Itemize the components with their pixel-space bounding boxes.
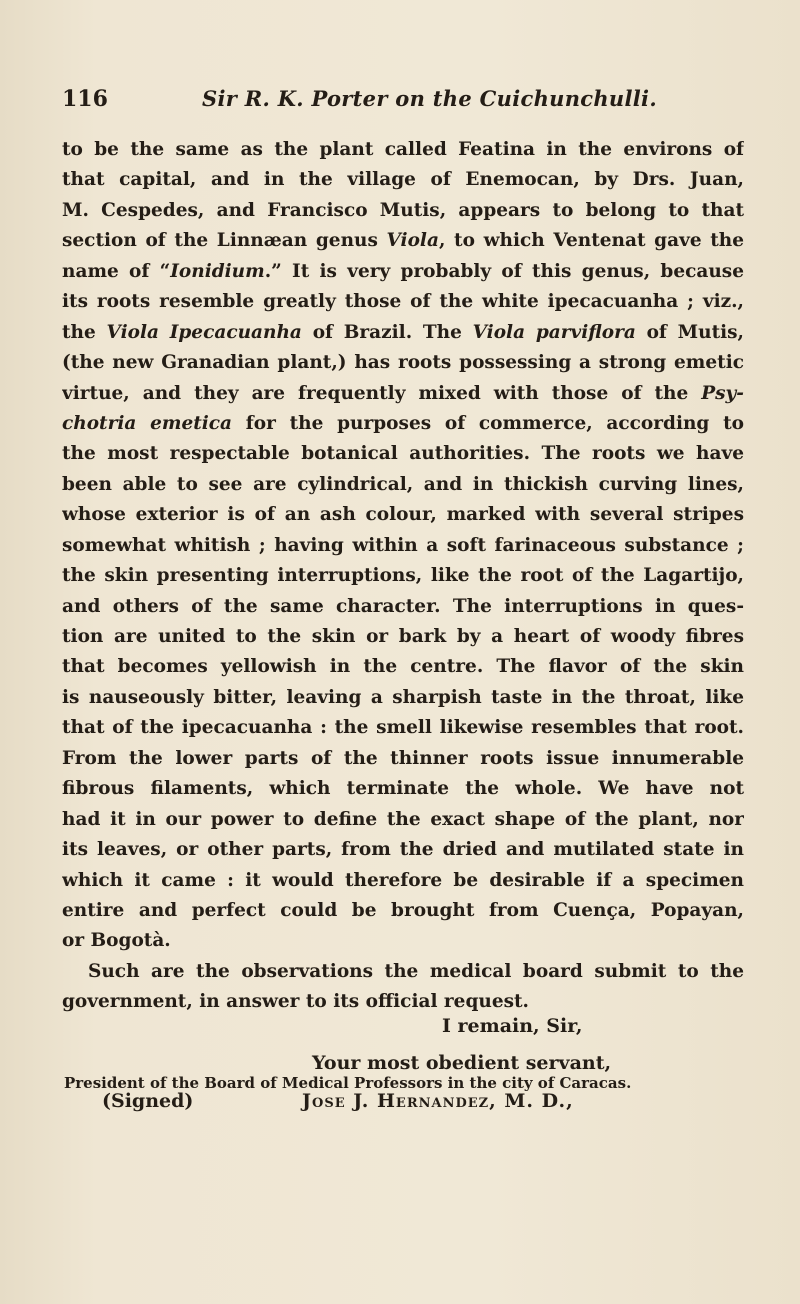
text-line: the most respectable botanical authorities. The roots we have bbox=[62, 443, 744, 465]
closing-remain: I remain, Sir, bbox=[442, 1015, 583, 1037]
page-header bbox=[62, 86, 762, 118]
text-line: the skin presenting interruptions, like the root of the Lagartijo, bbox=[62, 565, 744, 587]
text-line: been able to see are cylindrical, and in thickish curving lines, bbox=[62, 473, 744, 495]
text-line: entire and perfect could be brought from Cuença, Popayan, bbox=[62, 899, 744, 921]
taxon-name: Viola Ipecacuanha bbox=[106, 321, 302, 343]
text-line: its roots resemble greatly those of the white ipecacuanha ; viz., bbox=[62, 291, 744, 313]
text-line: chotria emetica for the purposes of commerce, according to bbox=[62, 412, 744, 434]
taxon-name: Viola bbox=[386, 230, 439, 252]
text-line: virtue, and they are frequently mixed with those of the Psy- bbox=[62, 382, 744, 404]
text-line: that becomes yellowish in the centre. The flavor of the skin bbox=[62, 656, 744, 678]
body-text bbox=[62, 135, 744, 1018]
text-line: or Bogotà. bbox=[62, 930, 171, 952]
text-line: is nauseously bitter, leaving a sharpish taste in the throat, like bbox=[62, 686, 744, 708]
text-line: M. Cespedes, and Francisco Mutis, appears to belong to that bbox=[62, 199, 744, 221]
text-line: whose exterior is of an ash colour, marked with several stripes bbox=[62, 504, 744, 526]
text-line: its leaves, or other parts, from the dried and mutilated state in bbox=[62, 839, 744, 861]
taxon-name: Psy- bbox=[701, 382, 744, 404]
text-line: somewhat whitish ; having within a soft farinaceous substance ; bbox=[62, 534, 744, 556]
text-line: tion are united to the skin or bark by a heart of woody fibres bbox=[62, 626, 744, 647]
text-line: and others of the same character. The interruptions in ques- bbox=[62, 595, 744, 617]
signatory-title: President of the Board of Medical Professors in the city of Caracas. bbox=[64, 1074, 632, 1092]
signed-label: (Signed) bbox=[102, 1090, 194, 1112]
page-number: 116 bbox=[62, 86, 108, 112]
text-line: that capital, and in the village of Enemocan, by Drs. Juan, bbox=[62, 169, 744, 191]
text-line: section of the Linnæan genus Viola, to which Ventenat gave the bbox=[62, 230, 744, 252]
text-line: had it in our power to define the exact shape of the plant, nor bbox=[62, 808, 744, 830]
text-line: fibrous filaments, which terminate the whole. We have not bbox=[62, 778, 744, 800]
text-line: Such are the observations the medical board submit to the bbox=[88, 960, 744, 982]
text-line: to be the same as the plant called Featina in the environs of bbox=[62, 139, 744, 160]
text-line: From the lower parts of the thinner roots issue innumerable bbox=[62, 747, 744, 769]
text-line: government, in answer to its official request. bbox=[62, 991, 529, 1013]
text-line: the Viola Ipecacuanha of Brazil. The Viola parviflora of Mutis, bbox=[62, 321, 744, 343]
text-line: which it came : it would therefore be desirable if a specimen bbox=[62, 869, 744, 891]
taxon-name: Ionidium bbox=[170, 260, 265, 282]
closing-servant: Your most obedient servant, bbox=[312, 1052, 612, 1074]
text-line: name of “Ionidium.” It is very probably of this genus, because bbox=[62, 260, 744, 282]
taxon-name: Viola parviflora bbox=[472, 321, 636, 343]
signatory-name: Jose J. Hernandez, M. D., bbox=[302, 1090, 574, 1112]
text-line: (the new Granadian plant,) has roots possessing a strong emetic bbox=[62, 352, 744, 374]
running-title: Sir R. K. Porter on the Cuichunchulli. bbox=[202, 86, 657, 111]
text-line: that of the ipecacuanha : the smell likewise resembles that root. bbox=[62, 717, 744, 739]
taxon-name: chotria emetica bbox=[62, 412, 233, 434]
